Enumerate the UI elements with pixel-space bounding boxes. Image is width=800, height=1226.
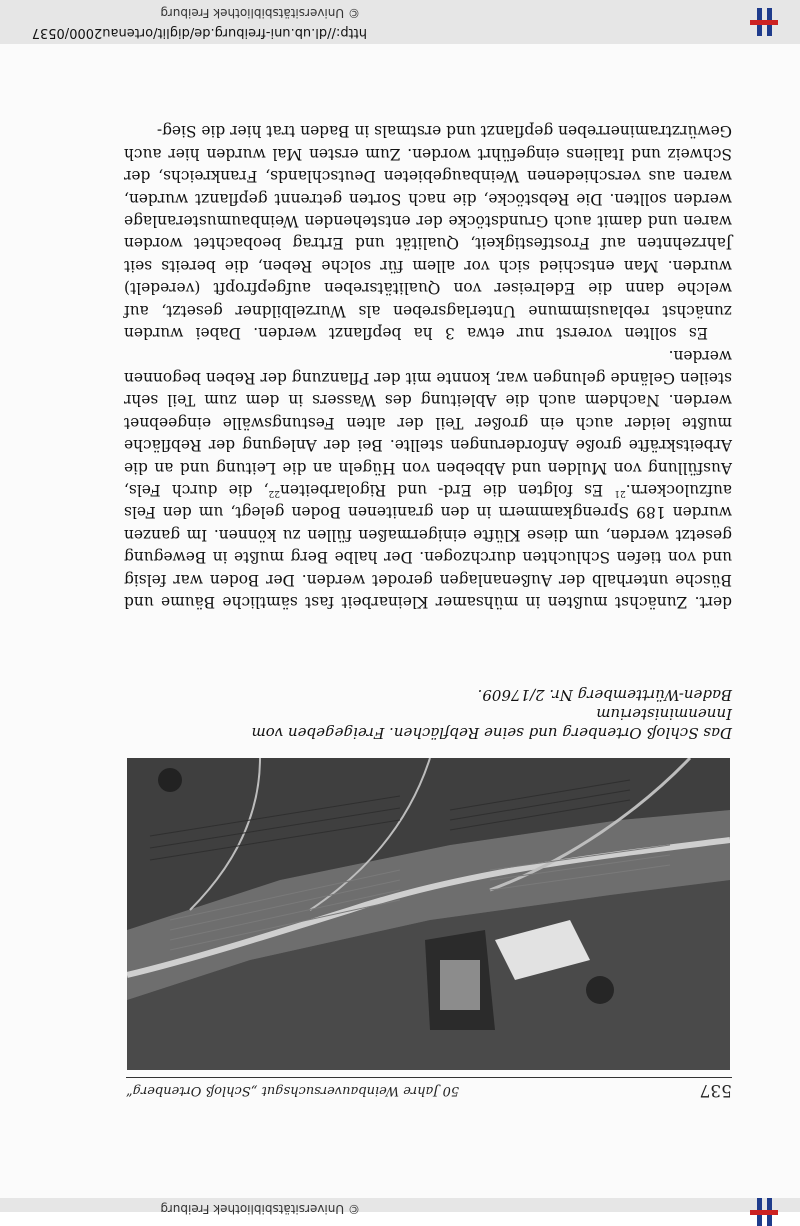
page-number: 537 [699, 1080, 732, 1100]
running-header [126, 1077, 732, 1100]
aerial-photo-image [127, 758, 730, 1070]
ub-freiburg-logo-icon [750, 8, 778, 36]
aerial-photo [127, 758, 730, 1070]
scanned-page [0, 44, 800, 1198]
caption-line-1: Das Schloß Ortenberg und seine Rebflächen. Freigegeben vom Innenministerium [251, 705, 732, 742]
ub-freiburg-logo-icon [750, 1198, 778, 1226]
paragraph-1-part-b: Es folgten die Erd- und Rigolarbeiten [279, 480, 615, 499]
source-url[interactable]: http://dl.ub.uni-freiburg.de/diglit/ortenau2000/0537 [31, 25, 367, 40]
paragraph-1-part-c: , die durch Fels, Ausfüllung von Mulden und Abbeben von Hügeln an die Leitung und an die Arbeitskräfte große Anforderungen stellte. Bei der Anlegung der Rebfläche mußte leider auch ein großer Teil der alten Festungswälle eingeebnet werden. Nachdem auch die Ableitung des Wassers in dem zum Teil sehr steilen Gelände gelungen war, konnte mit der Pflanzung der Reben begonnen werden. [124, 346, 732, 499]
paragraph-1-part-a: dert. Zunächst mußten in mühsamer Kleinarbeit fast sämtliche Bäume und Büsche unterhalb der Außenanlagen gerodet werden. Der Boden war felsig und von tiefen Schluchten durchzogen. Der halbe Berg mußte in Bewegung gesetzt werden, um diese Klüfte einigermaßen füllen zu können. Im ganzen wurden 189 Sprengkammern in den granitenen Boden gelegt, um den Fels aufzulockern. [124, 480, 732, 611]
viewer-top-bar [0, 1198, 800, 1216]
copyright-notice: © Universitätsbibliothek Freiburg [160, 6, 360, 20]
caption-line-2: Baden-Württemberg Nr. 2/17609. [477, 686, 732, 704]
body-text [124, 120, 732, 613]
running-title: 50 Jahre Weinbauversuchsgut „Schloß Ortenberg“ [126, 1083, 460, 1098]
footnote-ref-22: 22 [268, 488, 280, 499]
footnote-ref-21: 21 [614, 488, 626, 499]
figure-caption [126, 685, 732, 742]
paragraph-1 [124, 344, 732, 613]
viewer-source-bar [0, 0, 800, 44]
paragraph-2: Es sollten vorerst nur etwa 3 ha bepflanzt werden. Dabei wurden zunächst reblausimmune Unterlagsreben als Wurzelbildner gesetzt, auf welche dann die Edelreiser von Qualitätsreben aufgepfropft (veredelt) wurden. Man entschied sich vor allem für solche Reben, die bereits seit Jahrzehnten auf Frostfestigkeit, Qualität und Ertrag beobachtet worden waren und damit auch Grundstöcke der entstehenden Weinbaumusteranlage werden sollten. Die Rebstöcke, die nach Sorten getrennt gepflanzt wurden, waren aus verschiedenen Weinbaugebieten Deutschlands, Frankreichs, der Schweiz und Italiens eingeführt worden. Zum ersten Mal wurden hier auch Gewürztraminerreben gepflanzt und erstmals in Baden trat hier die Sieg- [124, 122, 732, 343]
copyright-notice-top: © Universitätsbibliothek Freiburg [160, 1202, 360, 1216]
